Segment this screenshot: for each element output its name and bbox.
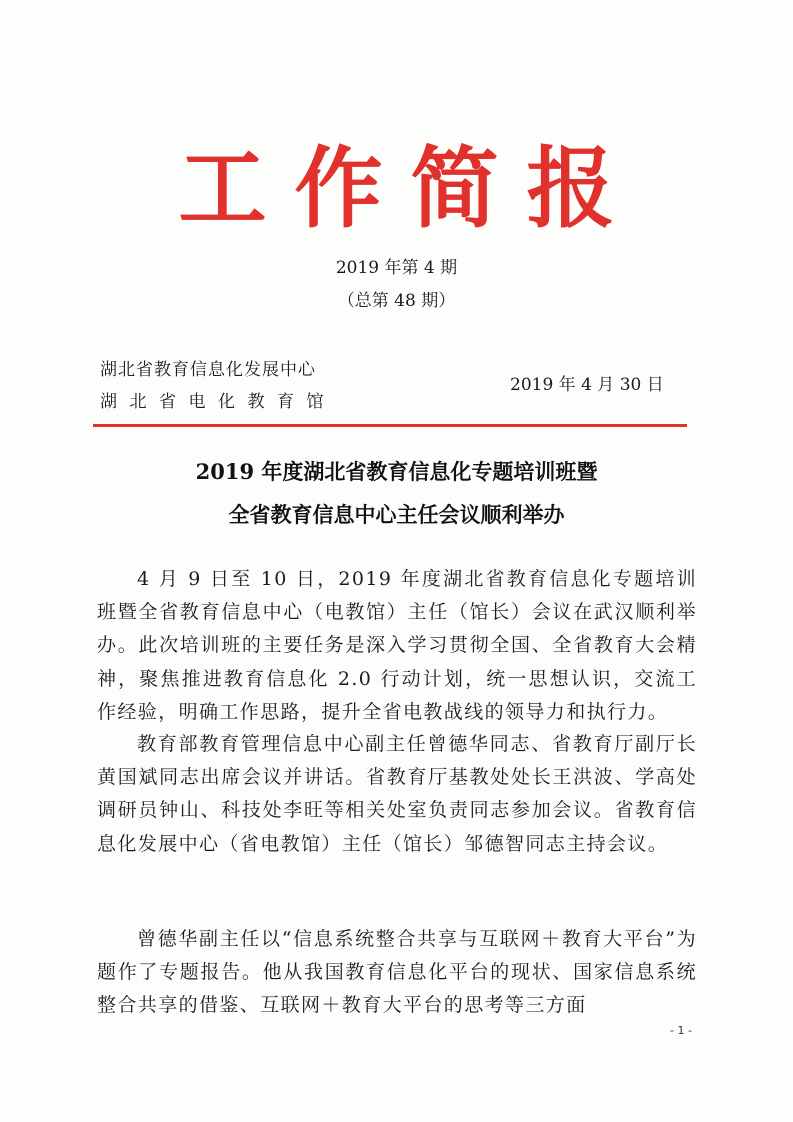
total-issue-number: （总第 48 期） [337,291,456,311]
article-paragraph-2: 教育部教育管理信息中心副主任曾德华同志、省教育厅副厅长黄国斌同志出席会议并讲话。省教育厅基教处处长王洪波、学高处调研员钟山、科技处李旺等相关处室负责同志参加会议。省教育信息化发展中心（省电教馆）主任（馆长）邹德智同志主持会议。 [97,733,697,855]
issuing-organization-1: 湖北省教育信息化发展中心 [100,360,316,380]
article-title-line-1: 2019 年度湖北省教育信息化专题培训班暨 [195,459,598,484]
article-paragraph-1: 4 月 9 日至 10 日，2019 年度湖北省教育信息化专题培训班暨全省教育信息中心（电教馆）主任（馆长）会议在武汉顺利举办。此次培训班的主要任务是深入学习贯彻全国、全省教育大会精神，聚焦推进教育信息化 2.0 行动计划，统一思想认识，交流工作经验，明确工作思路，提升全省电教战线的领导力和执行力。 [97,568,697,723]
publish-date: 2019 年 4 月 30 日 [510,375,664,395]
issue-number: 2019 年第 4 期 [335,258,458,278]
article-paragraph-3: 曾德华副主任以“信息系统整合共享与互联网＋教育大平台”为题作了专题报告。他从我国教育信息化平台的现状、国家信息系统整合共享的借鉴、互联网＋教育大平台的思考等三方面 [97,928,697,1017]
page-number: - 1 - [670,1024,692,1037]
red-divider-rule [93,424,687,427]
article-title-line-2: 全省教育信息中心主任会议顺利举办 [228,502,565,527]
masthead-title: 工作简报 [178,136,643,240]
issuing-organization-2: 湖北省电化教育馆 [100,392,336,412]
